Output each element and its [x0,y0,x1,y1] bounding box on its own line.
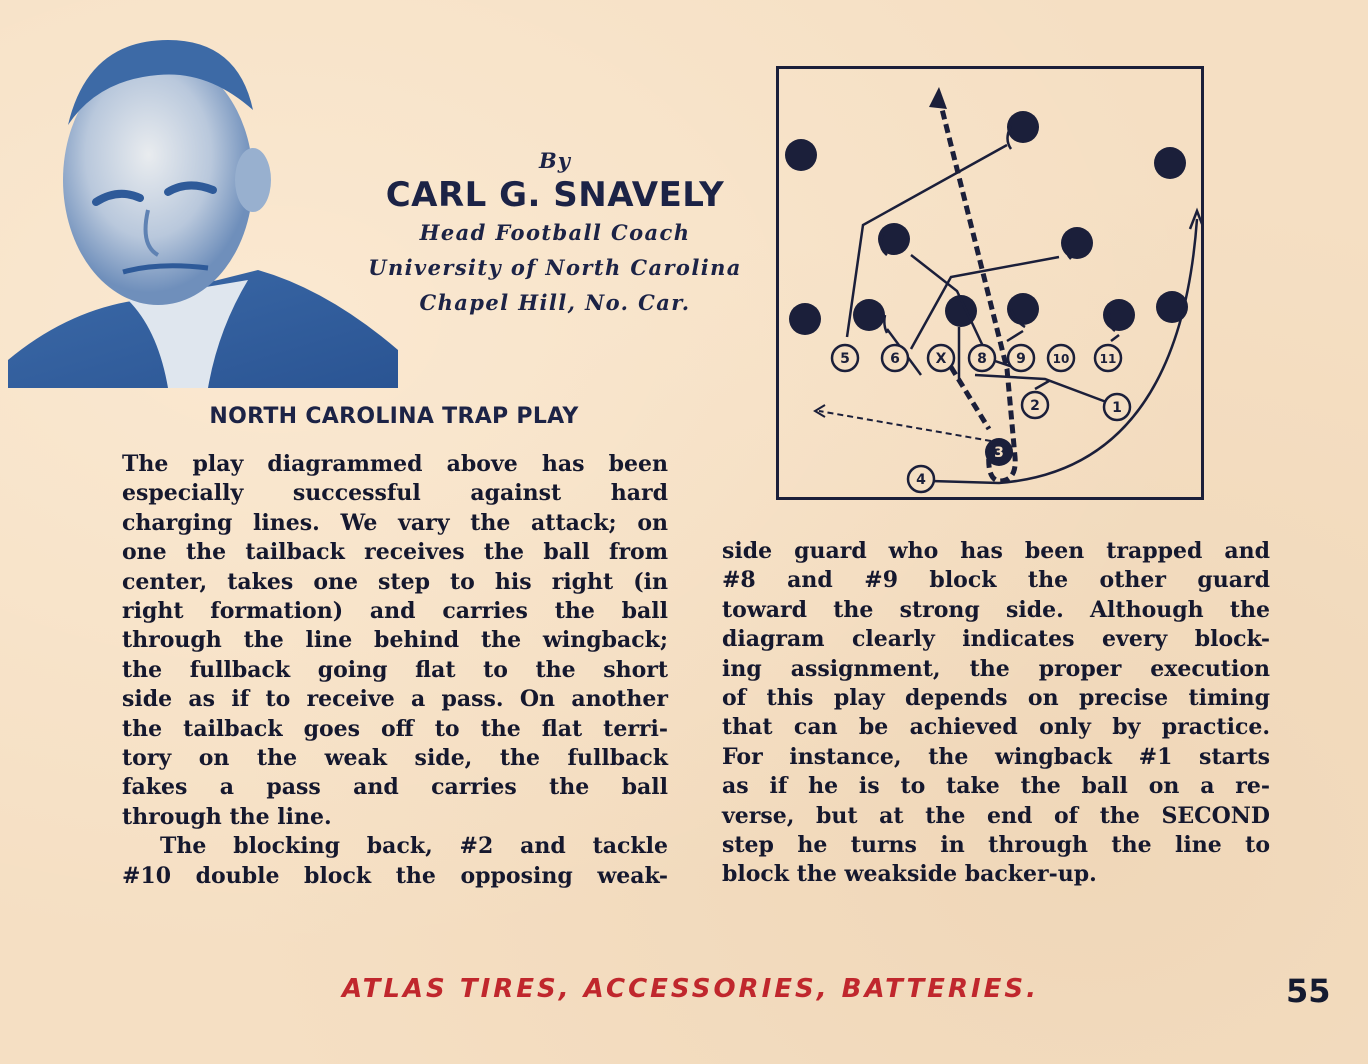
defense-players [785,111,1188,335]
article-headline: NORTH CAROLINA TRAP PLAY [209,404,579,429]
offense-player-4 [908,466,934,492]
text-line: verse, but at the end of the SECOND [722,802,1270,829]
fake-pass-route [819,411,991,441]
offense-player-center [928,345,954,371]
svg-text:3: 3 [994,445,1004,461]
text-line: the tailback goes off to the flat terri- [122,715,668,742]
svg-text:4: 4 [916,472,926,488]
offense-player-6 [882,345,908,371]
text-line: through the line behind the wingback; [122,627,668,654]
author-title: Head Football Coach [419,220,691,245]
text-line: the fullback going flat to the short [122,656,668,683]
text-line: through the line. [122,803,332,830]
text-line: #8 and #9 block the other guard [722,567,1270,594]
text-line: center, takes one step to his right (in [122,568,668,595]
svg-text:1: 1 [1112,400,1122,416]
text-line: tory on the weak side, the fullback [122,745,668,772]
text-line: The blocking back, #2 and tackle [160,833,668,860]
page-number: 55 [1286,972,1331,1010]
text-line: The play diagrammed above has been [122,451,668,477]
article-column-1 [122,450,668,891]
svg-text:11: 11 [1099,352,1117,366]
svg-text:2: 2 [1030,398,1040,414]
text-line: side as if to receive a pass. On another [122,686,668,713]
offense-player-8 [969,345,995,371]
play-diagram [776,66,1204,500]
text-line: #10 double block the opposing weak- [122,862,668,889]
offense-player-5 [832,345,858,371]
text-line: ing assignment, the proper execution [722,655,1270,682]
text-line: toward the strong side. Although the [722,596,1270,623]
author-name: CARL G. SNAVELY [385,175,725,215]
author-institution: University of North Carolina [368,255,742,280]
offense-player-3-ball-carrier [985,438,1013,466]
text-line: especially successful against hard [122,480,668,507]
svg-text:6: 6 [890,351,900,367]
ball-carrier-route [939,97,1015,481]
text-line: diagram clearly indicates every block- [722,626,1270,653]
article-column-2 [722,537,1270,890]
play-diagram-svg [779,69,1201,497]
offense-player-11 [1095,345,1121,371]
svg-text:10: 10 [1052,352,1070,366]
text-line: side guard who has been trapped and [722,538,1270,564]
text-line: block the weakside backer-up. [722,861,1097,888]
text-line: as if he is to take the ball on a re- [722,773,1270,800]
upfield-arrowhead [929,87,947,109]
byline [355,148,755,320]
svg-text:5: 5 [840,351,850,367]
offense-player-9 [1008,345,1034,371]
text-line: For instance, the wingback #1 starts [722,743,1270,770]
text-line: of this play depends on precise timing [722,685,1270,712]
by-label: By [539,148,571,173]
text-line: one the tailback receives the ball from [122,539,668,566]
author-photo [8,30,400,388]
text-line: charging lines. We vary the attack; on [122,509,668,536]
author-location: Chapel Hill, No. Car. [419,290,691,315]
offense-player-2 [1022,392,1048,418]
footer-advert: ATLAS TIRES, ACCESSORIES, BATTERIES. [342,974,1039,1004]
text-line: right formation) and carries the ball [122,598,668,625]
svg-text:9: 9 [1016,351,1026,367]
text-line: that can be achieved only by practice. [722,714,1270,741]
svg-text:8: 8 [977,351,987,367]
svg-text:X: X [935,351,947,367]
offense-player-1 [1104,394,1130,420]
offense-player-10 [1048,345,1074,371]
text-line: step he turns in through the line to [722,832,1270,859]
text-line: fakes a pass and carries the ball [122,774,668,801]
